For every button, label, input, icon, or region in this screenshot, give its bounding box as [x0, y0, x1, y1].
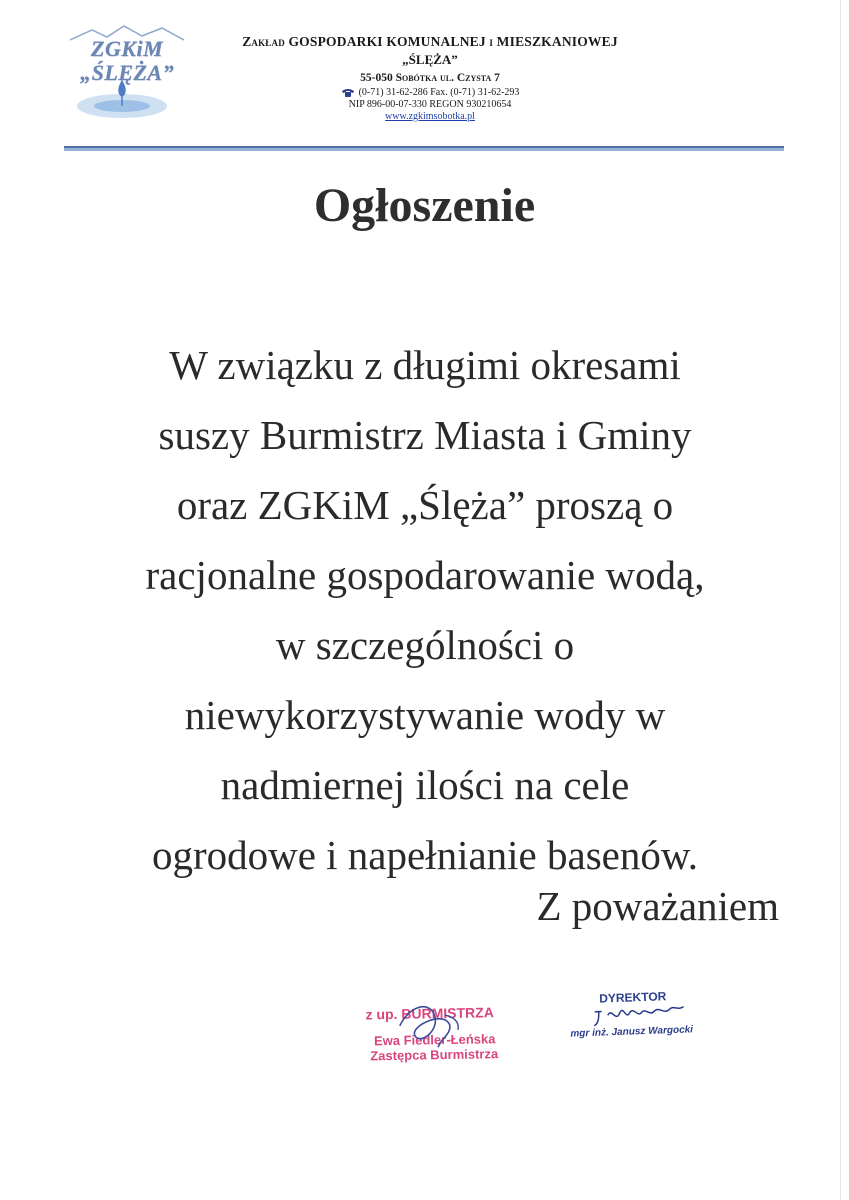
organization-subname: „ŚLĘŻA”	[402, 52, 458, 67]
body-line: racjonalne gospodarowanie wodą,	[145, 552, 705, 598]
letterhead-info	[190, 34, 670, 122]
organization-name: Zakład GOSPODARKI KOMUNALNEJ i MIESZKANIOWEJ	[242, 34, 618, 49]
body-line: nadmiernej ilości na cele	[220, 762, 630, 808]
body-line: oraz ZGKiM „Ślęża” proszą o	[176, 482, 674, 528]
body-line: w szczególności o	[275, 622, 575, 668]
body-line: suszy Burmistrz Miasta i Gminy	[158, 412, 692, 458]
announcement-title: Ogłoszenie	[313, 179, 536, 232]
stamp-left-name: Ewa Fiedler-Łeńska	[373, 1031, 496, 1049]
body-line: ogrodowe i napełnianie basenów.	[151, 832, 699, 878]
page-edge	[840, 0, 841, 1200]
website-link[interactable]: www.zgkimsobotka.pl	[385, 111, 475, 122]
stamp-left-authority: z up. BURMISTRZA	[365, 1004, 494, 1023]
body-line: W związku z długimi okresami	[169, 342, 681, 388]
header-divider	[64, 146, 784, 151]
stamp-left-role: Zastępca Burmistrza	[370, 1046, 499, 1064]
logo-text-top: ZGKiM	[90, 36, 164, 61]
deputy-mayor-stamp	[359, 1003, 540, 1076]
organization-address: 55-050 Sobótka ul. Czysta 7	[360, 72, 500, 84]
telephone-icon	[341, 88, 355, 97]
body-line: niewykorzystywanie wody w	[184, 692, 666, 738]
announcement-body	[40, 330, 810, 890]
closing-salutation: Z poważaniem	[536, 883, 779, 929]
organization-phone	[190, 87, 670, 98]
company-logo	[62, 22, 192, 132]
director-stamp	[559, 987, 731, 1053]
phone-fax-text: (0-71) 31-62-286 Fax. (0-71) 31-62-293	[358, 87, 520, 98]
stamp-right-name: mgr inż. Janusz Wargocki	[570, 1024, 694, 1040]
nip-regon: NIP 896-00-07-330 REGON 930210654	[348, 99, 512, 110]
logo-text-bottom: „ŚLĘŻA”	[80, 60, 174, 85]
stamp-right-title: DYREKTOR	[598, 989, 667, 1006]
signature-left-icon	[389, 994, 480, 1056]
